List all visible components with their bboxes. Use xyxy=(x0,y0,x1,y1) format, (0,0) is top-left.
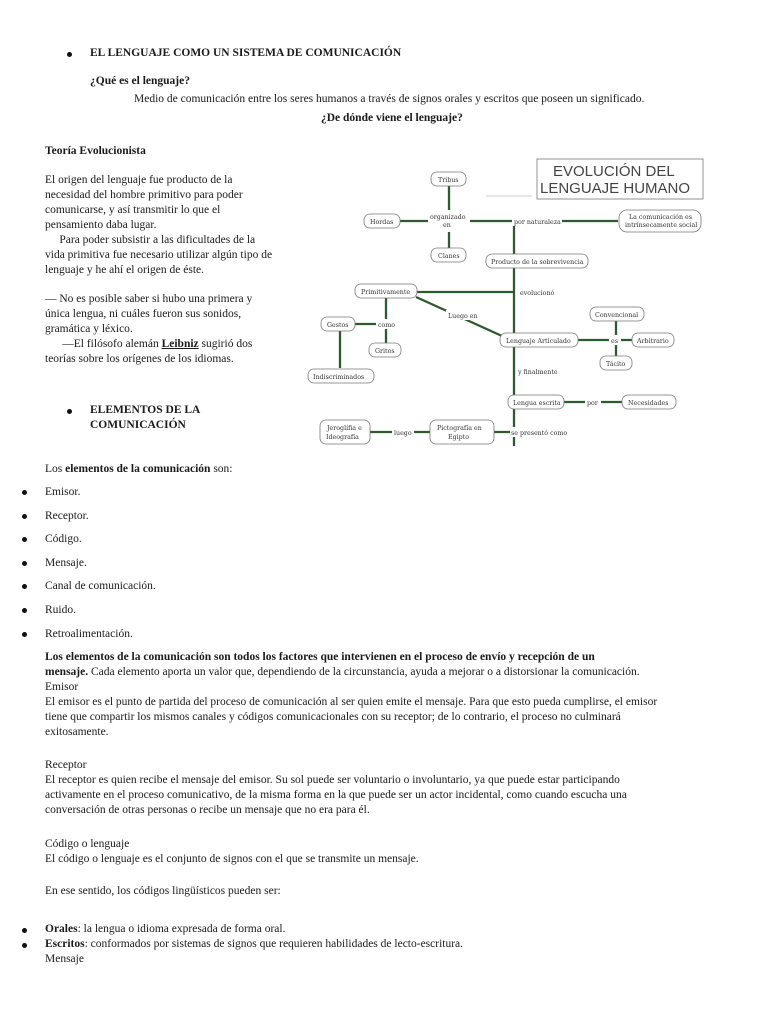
question-que-es: ¿Qué es el lenguaje? xyxy=(90,75,190,87)
node-label: Hordas xyxy=(370,219,394,226)
receptor-title: Receptor xyxy=(45,759,87,771)
bullet xyxy=(22,514,27,519)
list-item: Mensaje. xyxy=(45,557,87,569)
bullet xyxy=(22,632,27,637)
node-label: Tácito xyxy=(606,361,626,368)
orales-text: : la lengua o idioma expresada de forma oral. xyxy=(77,923,286,935)
evolution-concept-map xyxy=(306,156,718,446)
list-item: Receptor. xyxy=(45,510,89,522)
edge-label: por xyxy=(587,400,598,407)
node-label: Pictografía en xyxy=(437,425,482,432)
elementos-intro xyxy=(45,462,233,477)
node-label: Necesidades xyxy=(628,400,669,407)
list-item: Emisor. xyxy=(45,486,81,498)
list-item: Código. xyxy=(45,533,82,545)
receptor-line: El receptor es quien recibe el mensaje del emisor. Su sol puede ser voluntario o involuntario, ya que puede estar participando xyxy=(45,774,620,786)
node-label: Primitivamente xyxy=(361,289,411,296)
node-label: Clanes xyxy=(438,253,460,260)
heading-line: COMUNICACIÓN xyxy=(90,419,186,431)
edge-label: en xyxy=(443,222,451,229)
bullet xyxy=(22,584,27,589)
teoria-line: comunicarse, y así transmitir lo que el xyxy=(45,204,221,216)
teoria-paragraph-2 xyxy=(45,292,252,367)
bullet xyxy=(22,561,27,566)
leibniz-name: Leibniz xyxy=(161,338,199,350)
teoria-line: teorías sobre los orígenes de los idiomas. xyxy=(45,353,234,365)
edge-label: luego xyxy=(394,430,412,437)
edge-label: Luego en xyxy=(448,313,478,320)
node-label: Gritos xyxy=(375,348,395,355)
list-item: Retroalimentación. xyxy=(45,628,133,640)
teoria-line: — No es posible saber si hubo una primera y xyxy=(45,293,253,305)
teoria-line: pensamiento daba lugar. xyxy=(45,219,157,231)
edge-label: y finalmente xyxy=(518,369,558,376)
mensaje-title: Mensaje xyxy=(45,953,84,965)
receptor-line: activamente en el proceso comunicativo, de la misma forma en la que puede ser un actor incidental, como cuando escucha una xyxy=(45,789,627,801)
intro-text: Los xyxy=(45,463,66,475)
list-item: Ruido. xyxy=(45,604,76,616)
definition-text: Medio de comunicación entre los seres humanos a través de signos orales y escritos que poseen un significado. xyxy=(134,93,645,105)
edge-label: es xyxy=(611,338,618,345)
emisor-line: El emisor es el punto de partida del proceso de comunicación al ser quien emite el mensaje. Para que esto pueda cumplirse, el emisor xyxy=(45,696,658,708)
codigo-line: El código o lenguaje es el conjunto de signos con el que se transmite un mensaje. xyxy=(45,853,419,865)
summary-bold: mensaje. xyxy=(45,666,89,678)
question-de-donde: ¿De dónde viene el lenguaje? xyxy=(321,112,463,124)
escritos-label: Escritos xyxy=(45,938,85,950)
bullet xyxy=(22,943,27,948)
node-label: Lenguaje Articulado xyxy=(506,338,571,345)
teoria-line: gramática y léxico. xyxy=(45,323,133,335)
edge-label: como xyxy=(378,322,396,329)
bullet xyxy=(22,928,27,933)
edge-label: organizado xyxy=(430,214,466,221)
node-label: intrínsecamente social xyxy=(625,222,698,229)
teoria-paragraph xyxy=(45,173,272,278)
summary-line xyxy=(45,665,745,680)
node-label: Gestos xyxy=(327,322,349,329)
section-heading-lenguaje: EL LENGUAJE COMO UN SISTEMA DE COMUNICACIÓN xyxy=(90,47,402,59)
teoria-text: sugirió dos xyxy=(198,338,253,350)
codigo-paragraph xyxy=(45,837,745,867)
sentido-text: En ese sentido, los códigos lingüísticos pueden ser: xyxy=(45,885,281,897)
node-label: Lengua escrita xyxy=(513,400,561,407)
teoria-text: —El filósofo alemán xyxy=(45,338,162,350)
emisor-title: Emisor xyxy=(45,681,79,693)
teoria-line: El origen del lenguaje fue producto de la xyxy=(45,174,233,186)
teoria-line xyxy=(45,337,252,352)
codigo-title: Código o lenguaje xyxy=(45,838,130,850)
receptor-line: conversación de otras personas o recibe un mensaje que no era para él. xyxy=(45,804,370,816)
receptor-paragraph xyxy=(45,758,745,818)
bullet xyxy=(67,52,72,57)
teoria-line: vida primitiva fue necesario utilizar algún tipo de xyxy=(45,249,273,261)
orales-item xyxy=(45,922,285,937)
node-label: Convencional xyxy=(595,312,639,319)
escritos-item xyxy=(45,937,463,952)
edge-label: evolucionó xyxy=(520,290,555,297)
diagram-title: LENGUAJE HUMANO xyxy=(540,180,691,197)
summary-paragraph xyxy=(45,650,745,740)
teoria-line: necesidad del hombre primitivo para poder xyxy=(45,189,243,201)
intro-bold: elementos de la comunicación xyxy=(65,463,211,475)
escritos-text: : conformados por sistemas de signos que requieren habilidades de lecto-escritura. xyxy=(84,938,464,950)
bullet xyxy=(22,537,27,542)
teoria-line: Para poder subsistir a las dificultades de la xyxy=(45,234,256,246)
node-label: Ideografía xyxy=(326,434,359,441)
orales-label: Orales xyxy=(45,923,78,935)
summary-text: Cada elemento aporta un valor que, dependiendo de la circunstancia, ayuda a mejorar o a distorsionar la comunicación. xyxy=(88,666,640,678)
list-item: Canal de comunicación. xyxy=(45,580,156,592)
diagram-title: EVOLUCIÓN DEL xyxy=(553,163,675,180)
summary-bold: Los elementos de la comunicación son todos los factores que intervienen en el proceso de envío y recepción de un xyxy=(45,651,595,663)
teoria-line: lenguaje y he ahí el origen de éste. xyxy=(45,264,205,276)
teoria-line: única lengua, ni cuáles fueron sus sonidos, xyxy=(45,308,242,320)
bullet xyxy=(22,490,27,495)
node-label: La comunicación es xyxy=(629,214,692,221)
emisor-line: tiene que compartir los mismos canales y códigos comunicacionales con su receptor; de lo contrario, el proceso no culminará xyxy=(45,711,621,723)
node-label: Jeroglífia e xyxy=(327,425,362,432)
bullet xyxy=(67,409,72,414)
edge-label: por naturaleza xyxy=(514,219,561,226)
heading-line: ELEMENTOS DE LA xyxy=(90,404,201,416)
node-label: Indiscriminados xyxy=(313,374,365,381)
node-label: Producto de la sobrevivencia xyxy=(491,259,584,266)
node-label: Egipto xyxy=(448,434,469,441)
section-heading-elementos xyxy=(90,403,200,433)
emisor-line: exitosamente. xyxy=(45,726,109,738)
edge-label: se presentó como xyxy=(511,430,568,437)
bullet xyxy=(22,608,27,613)
intro-text: son: xyxy=(210,463,233,475)
teoria-title: Teoría Evolucionista xyxy=(45,145,146,157)
node-label: Tribus xyxy=(438,177,459,184)
node-label: Arbitrario xyxy=(637,338,669,345)
